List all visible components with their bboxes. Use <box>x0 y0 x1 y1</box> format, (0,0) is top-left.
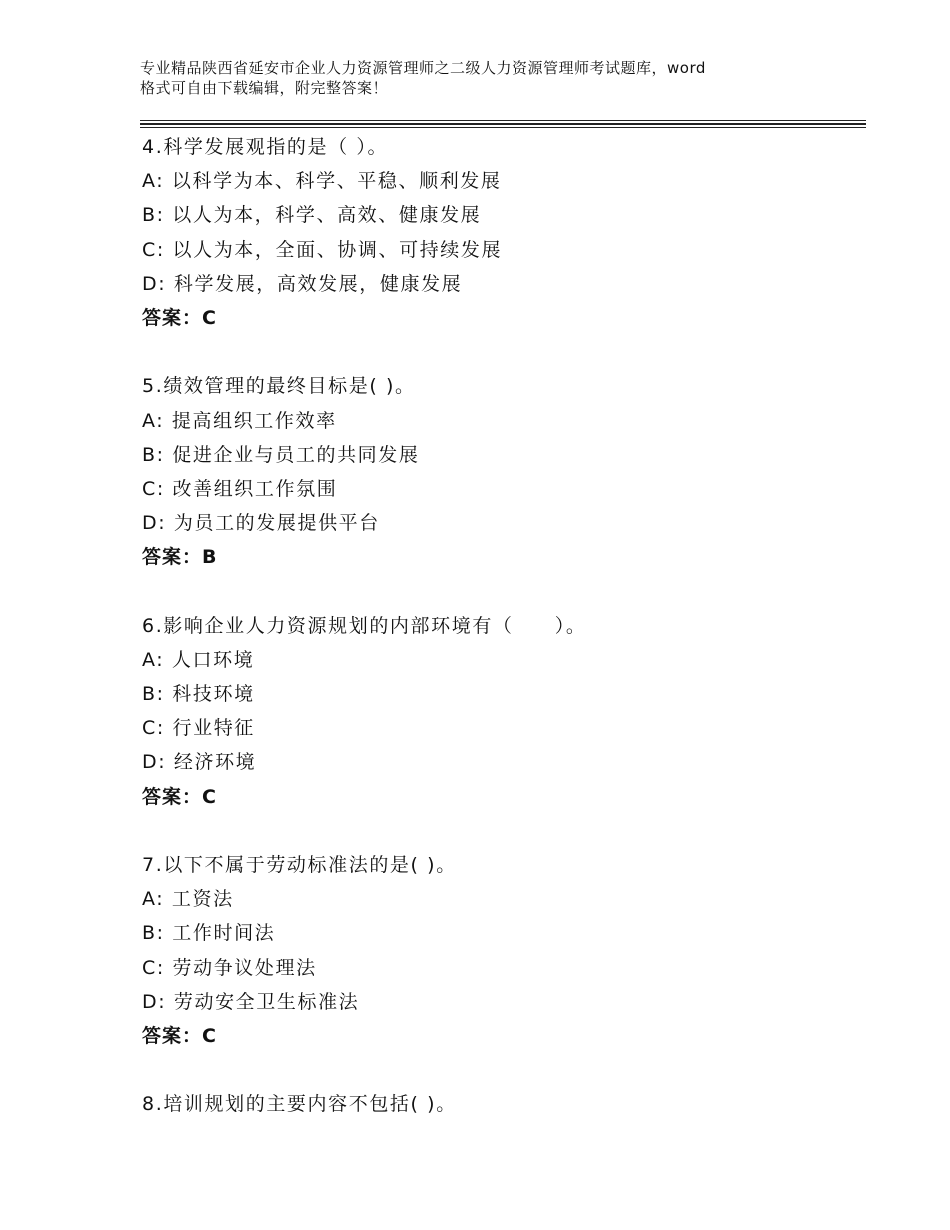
question-stem: 5.绩效管理的最终目标是( )。 <box>142 375 416 398</box>
question-stem: 8.培训规划的主要内容不包括( )。 <box>142 1093 457 1116</box>
option-a: A: 以科学为本、科学、平稳、顺利发展 <box>142 170 502 193</box>
question-list <box>142 130 862 1121</box>
answer: 答案：C <box>142 785 217 808</box>
header-line-2: 格式可自由下载编辑，附完整答案！ <box>140 79 389 97</box>
question-spacer <box>142 574 862 608</box>
answer: 答案：C <box>142 306 217 329</box>
question-8 <box>142 1087 862 1121</box>
question-7 <box>142 848 862 1087</box>
header-divider-thick <box>140 123 866 125</box>
option-b: B: 以人为本，科学、高效、健康发展 <box>142 204 482 227</box>
question-4 <box>142 130 862 369</box>
option-b: B: 科技环境 <box>142 683 255 705</box>
question-spacer <box>142 1053 862 1087</box>
option-d: D: 科学发展，高效发展，健康发展 <box>142 272 463 295</box>
option-d: D: 劳动安全卫生标准法 <box>142 990 360 1013</box>
question-spacer <box>142 335 862 369</box>
option-d: D: 为员工的发展提供平台 <box>142 512 380 535</box>
option-c: C: 行业特征 <box>142 717 255 740</box>
option-a: A: 人口环境 <box>142 648 255 671</box>
question-spacer <box>142 814 862 848</box>
option-c: C: 劳动争议处理法 <box>142 956 317 979</box>
option-d: D: 经济环境 <box>142 751 257 774</box>
option-b: B: 促进企业与员工的共同发展 <box>142 443 420 466</box>
document-header <box>140 58 830 98</box>
question-5 <box>142 369 862 608</box>
question-6 <box>142 609 862 848</box>
option-c: C: 改善组织工作氛围 <box>142 477 338 500</box>
option-a: A: 工资法 <box>142 888 234 911</box>
answer: 答案：B <box>142 546 218 569</box>
header-line-1: 专业精品陕西省延安市企业人力资源管理师之二级人力资源管理师考试题库，word <box>140 59 706 77</box>
answer: 答案：C <box>142 1024 217 1047</box>
question-stem: 6.影响企业人力资源规划的内部环境有（ ）。 <box>142 614 587 637</box>
question-stem: 7.以下不属于劳动标准法的是( )。 <box>142 853 457 876</box>
header-divider-thin-bottom <box>140 127 866 128</box>
option-c: C: 以人为本，全面、协调、可持续发展 <box>142 238 503 261</box>
question-stem: 4.科学发展观指的是（ ）。 <box>142 136 389 158</box>
option-a: A: 提高组织工作效率 <box>142 409 337 432</box>
header-divider-thin-top <box>140 120 866 121</box>
option-b: B: 工作时间法 <box>142 922 276 945</box>
